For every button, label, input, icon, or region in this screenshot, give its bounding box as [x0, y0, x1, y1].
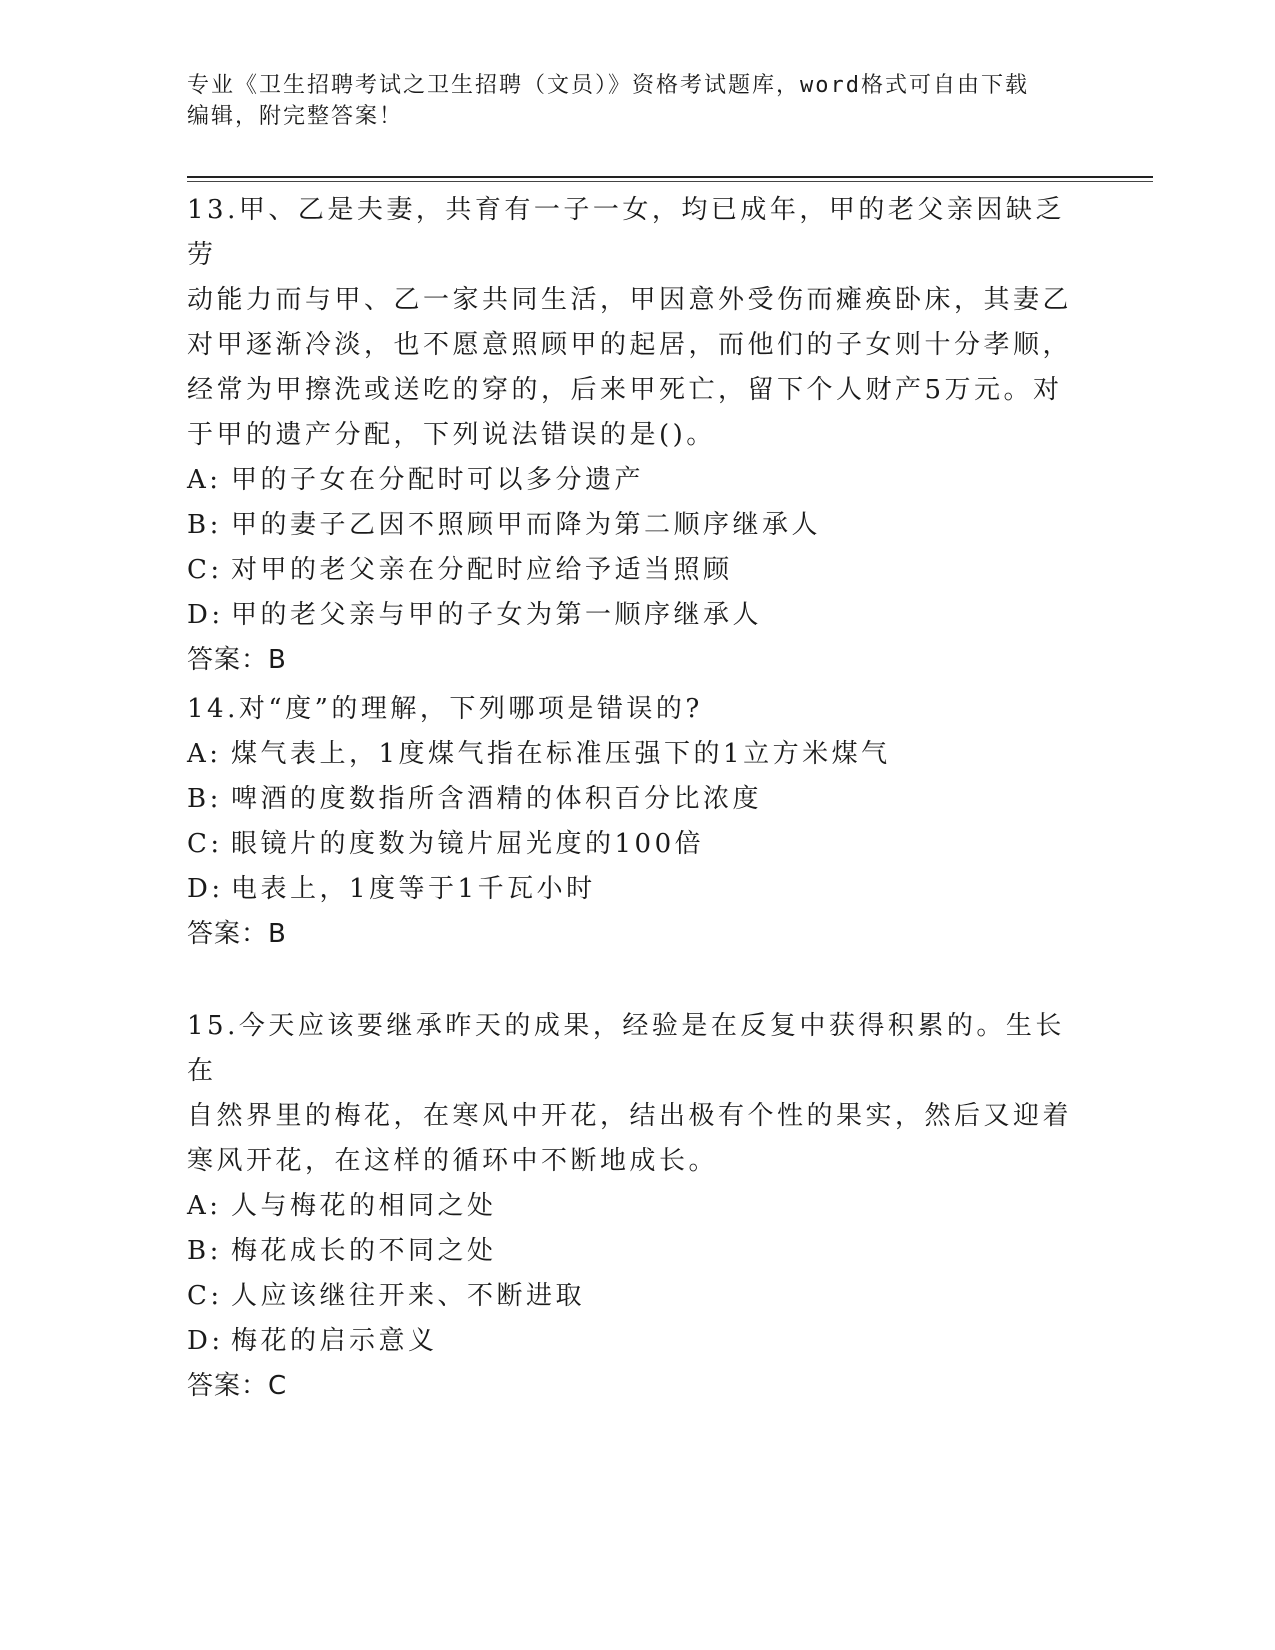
- option-letter: B:: [187, 784, 222, 814]
- option-text: 甲的妻子乙因不照顾甲而降为第二顺序继承人: [231, 510, 822, 540]
- option-text: 煤气表上，1度煤气指在标准压强下的1立方米煤气: [231, 739, 891, 769]
- answer-line: 答案：B: [187, 645, 287, 675]
- document-header: [187, 70, 1067, 132]
- question-stem-line: 13.甲、乙是夫妻，共育有一子一女，均已成年，甲的老父亲因缺乏劳: [187, 195, 1065, 270]
- option-b: [187, 1229, 1087, 1274]
- option-letter: C:: [187, 1281, 223, 1311]
- option-letter: C:: [187, 555, 223, 585]
- option-c: [187, 548, 1087, 593]
- option-c: [187, 1274, 1087, 1319]
- question-stem-line: 自然界里的梅花，在寒风中开花，结出极有个性的果实，然后又迎着: [187, 1101, 1073, 1131]
- option-letter: A:: [187, 1191, 222, 1221]
- option-text: 甲的老父亲与甲的子女为第一顺序继承人: [231, 600, 763, 630]
- answer-line: 答案：B: [187, 919, 287, 949]
- option-d: [187, 867, 1087, 912]
- option-letter: B:: [187, 1236, 222, 1266]
- option-text: 甲的子女在分配时可以多分遗产: [231, 465, 645, 495]
- option-text: 对甲的老父亲在分配时应给予适当照顾: [231, 555, 733, 585]
- option-text: 啤酒的度数指所含酒精的体积百分比浓度: [231, 784, 763, 814]
- header-divider-thick: [187, 176, 1153, 178]
- option-letter: D:: [187, 600, 224, 630]
- option-letter: A:: [187, 739, 222, 769]
- option-b: [187, 503, 1087, 548]
- option-a: [187, 1184, 1087, 1229]
- option-a: [187, 458, 1087, 503]
- option-letter: D:: [187, 874, 224, 904]
- option-text: 梅花成长的不同之处: [231, 1236, 497, 1266]
- answer-line: 答案：C: [187, 1371, 288, 1401]
- option-d: [187, 593, 1087, 638]
- option-d: [187, 1319, 1087, 1364]
- option-text: 人与梅花的相同之处: [231, 1191, 497, 1221]
- header-line-2: 编辑，附完整答案！: [187, 104, 404, 129]
- question-stem-line: 15.今天应该要继承昨天的成果，经验是在反复中获得积累的。生长在: [187, 1011, 1065, 1086]
- question-stem-line: 寒风开花，在这样的循环中不断地成长。: [187, 1146, 719, 1176]
- question-stem-line: 动能力而与甲、乙一家共同生活，甲因意外受伤而瘫痪卧床，其妻乙: [187, 285, 1073, 315]
- header-divider-thin: [187, 181, 1153, 182]
- question-stem-line: 于甲的遗产分配，下列说法错误的是()。: [187, 420, 716, 450]
- header-line-1: 专业《卫生招聘考试之卫生招聘（文员）》资格考试题库，word格式可自由下载: [187, 73, 1029, 98]
- question-stem-line: 14.对“度”的理解，下列哪项是错误的?: [187, 694, 703, 724]
- option-b: [187, 777, 1087, 822]
- option-text: 梅花的启示意义: [231, 1326, 438, 1356]
- option-letter: A:: [187, 465, 222, 495]
- question-13: [187, 188, 1087, 683]
- option-a: [187, 732, 1087, 777]
- option-text: 眼镜片的度数为镜片屈光度的100倍: [231, 829, 705, 859]
- question-14: [187, 687, 1087, 957]
- option-letter: D:: [187, 1326, 224, 1356]
- option-letter: C:: [187, 829, 223, 859]
- option-c: [187, 822, 1087, 867]
- question-15: [187, 1004, 1087, 1409]
- question-stem-line: 经常为甲擦洗或送吃的穿的，后来甲死亡，留下个人财产5万元。对: [187, 375, 1063, 405]
- option-text: 人应该继往开来、不断进取: [231, 1281, 586, 1311]
- option-text: 电表上，1度等于1千瓦小时: [231, 874, 596, 904]
- option-letter: B:: [187, 510, 222, 540]
- question-stem-line: 对甲逐渐冷淡，也不愿意照顾甲的起居，而他们的子女则十分孝顺，: [187, 330, 1073, 360]
